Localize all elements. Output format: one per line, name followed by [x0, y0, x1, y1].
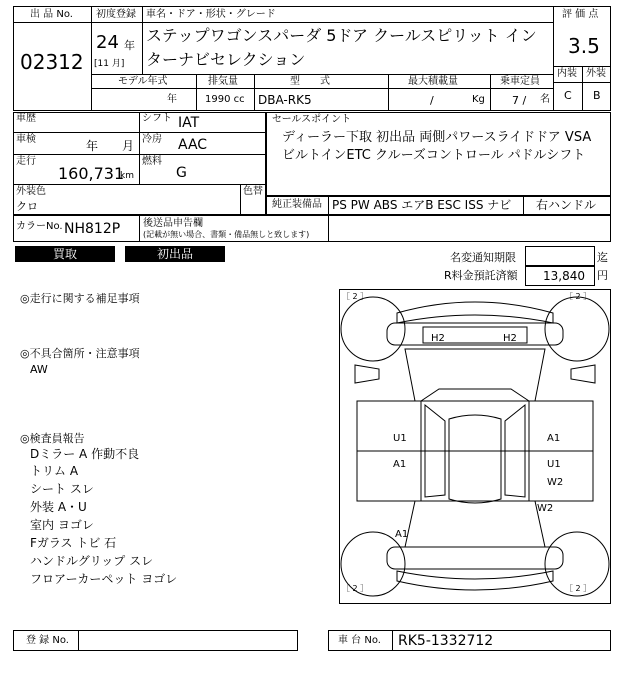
type-label: 型 式 — [290, 76, 330, 87]
mark-w2-right-a: W2 — [547, 477, 564, 488]
color-no-value: NH812P — [64, 221, 121, 237]
fuel-label: 燃料 — [142, 156, 162, 167]
capacity-label: 乗車定員 — [500, 76, 540, 87]
displacement-label: 排気量 — [208, 76, 238, 87]
shaken-label: 車検 — [16, 134, 36, 145]
color-change-label: 色替 — [243, 186, 263, 197]
interior-label: 内装 — [557, 68, 577, 79]
tire-top-right-label: ［ 2 ］ — [565, 292, 592, 301]
sales-label: セールスポイント — [272, 114, 352, 125]
sales-line1: ディーラー下取 初出品 両側パワースライドドア VSA — [282, 130, 592, 145]
ext-color-label: 外装色 — [16, 186, 46, 197]
reg-no-label: 登 録 No. — [26, 635, 69, 646]
max-load-label: 最大積載量 — [408, 76, 458, 87]
exterior-label: 外装 — [586, 68, 606, 79]
year-unit: 年 — [124, 39, 135, 52]
handle-side: 右ハンドル — [536, 198, 597, 212]
displacement: 1990 cc — [205, 94, 245, 105]
shaken-year-unit: 年 — [86, 139, 99, 153]
inspector-label: ◎検査員報告 — [20, 432, 85, 445]
mileage-unit: km — [120, 171, 134, 181]
inspector-item: フロアーカーペット ヨゴレ — [30, 572, 178, 586]
car-damage-diagram — [339, 289, 611, 604]
first-reg-year: 24 — [96, 32, 119, 53]
mark-u1-left: U1 — [393, 433, 407, 444]
mark-h2-left: H2 — [431, 333, 445, 344]
aftermarket-label: 後送品申告欄 — [143, 218, 203, 229]
car-name-label: 車名・ドア・形状・グレード — [146, 9, 276, 20]
inspector-item: ハンドルグリップ スレ — [30, 554, 154, 568]
mark-h2-right: H2 — [503, 333, 517, 344]
model-year-label: モデル年式 — [118, 76, 168, 87]
name-change-label: 名変通知期限 — [450, 251, 516, 264]
tire-top-left-label: ［ 2 ］ — [342, 292, 369, 301]
chassis-label: 車 台 No. — [338, 635, 381, 646]
name-change-value — [525, 246, 595, 266]
tire-bottom-right-label: ［ 2 ］ — [565, 584, 592, 593]
aftermarket-note: (記載が無い場合、書類・備品無しと致します) — [143, 230, 310, 239]
shaken-month-unit: 月 — [122, 139, 135, 153]
inspector-item: Dミラー A 作動不良 — [30, 447, 140, 461]
shift-label: シフト — [142, 113, 172, 124]
color-no-label: カラーNo. — [16, 221, 63, 232]
driving-notes-label: ◎走行に関する補足事項 — [20, 292, 140, 305]
exterior-grade: B — [593, 89, 601, 102]
tire-bottom-left-label: ［ 2 ］ — [342, 584, 369, 593]
type-value: DBA-RK5 — [258, 93, 312, 107]
inspector-item: 外装 A・U — [30, 500, 87, 514]
mark-a1-right: A1 — [547, 433, 561, 444]
model-year-unit: 年 — [167, 94, 177, 105]
inspector-item: シート スレ — [30, 482, 94, 496]
defect-label: ◎不具合箇所・注意事項 — [20, 347, 140, 360]
score-value: 3.5 — [568, 34, 600, 58]
max-load-value: / — [430, 94, 434, 107]
recycle-label: R料金預託済額 — [444, 269, 518, 282]
equipment-label: 純正装備品 — [272, 199, 322, 210]
name-change-unit: 迄 — [597, 251, 608, 264]
fuel-value: G — [176, 165, 187, 181]
car-name-line1: ステップワゴンスパーダ 5ドア クールスピリット イン — [146, 26, 537, 45]
defect-value: AW — [30, 363, 48, 376]
mark-a1-lower: A1 — [395, 529, 409, 540]
capacity-unit: 名 — [540, 94, 550, 105]
lot-no: 02312 — [20, 50, 84, 74]
inspector-item: 室内 ヨゴレ — [30, 518, 94, 532]
ext-color-value: クロ — [16, 200, 38, 213]
history-label: 車歴 — [16, 113, 36, 124]
max-load-unit: Kg — [472, 94, 485, 105]
recycle-unit: 円 — [597, 269, 608, 282]
inspector-item: トリム A — [30, 464, 79, 478]
shift-value: IAT — [178, 115, 200, 131]
capacity-value: 7 / — [512, 94, 527, 107]
aircon-value: AAC — [178, 137, 208, 153]
mark-u1-right: U1 — [547, 459, 561, 470]
first-reg-month: [11 月] — [94, 59, 125, 69]
inspector-item: Fガラス トビ 石 — [30, 536, 117, 550]
mark-a1-left: A1 — [393, 459, 407, 470]
interior-grade: C — [564, 89, 572, 102]
aircon-label: 冷房 — [142, 134, 162, 145]
buy-badge: 買取 — [15, 246, 115, 262]
chassis-value: RK5-1332712 — [398, 633, 494, 649]
mark-w2-right-b: W2 — [537, 503, 554, 514]
mileage-value: 160,731 — [58, 164, 125, 183]
score-label: 評 価 点 — [562, 9, 599, 20]
car-name-line2: ターナビセレクション — [146, 50, 306, 69]
mileage-label: 走行 — [16, 156, 36, 167]
first-listing-badge: 初出品 — [125, 246, 225, 262]
sales-line2: ビルトインETC クルーズコントロール パドルシフト — [282, 148, 586, 163]
lot-no-label: 出 品 No. — [30, 9, 73, 20]
equipment-items: PS PW ABS エアB ESC ISS ナビ — [332, 198, 512, 212]
first-reg-label: 初度登録 — [96, 9, 136, 20]
recycle-value: 13,840 — [543, 269, 585, 283]
